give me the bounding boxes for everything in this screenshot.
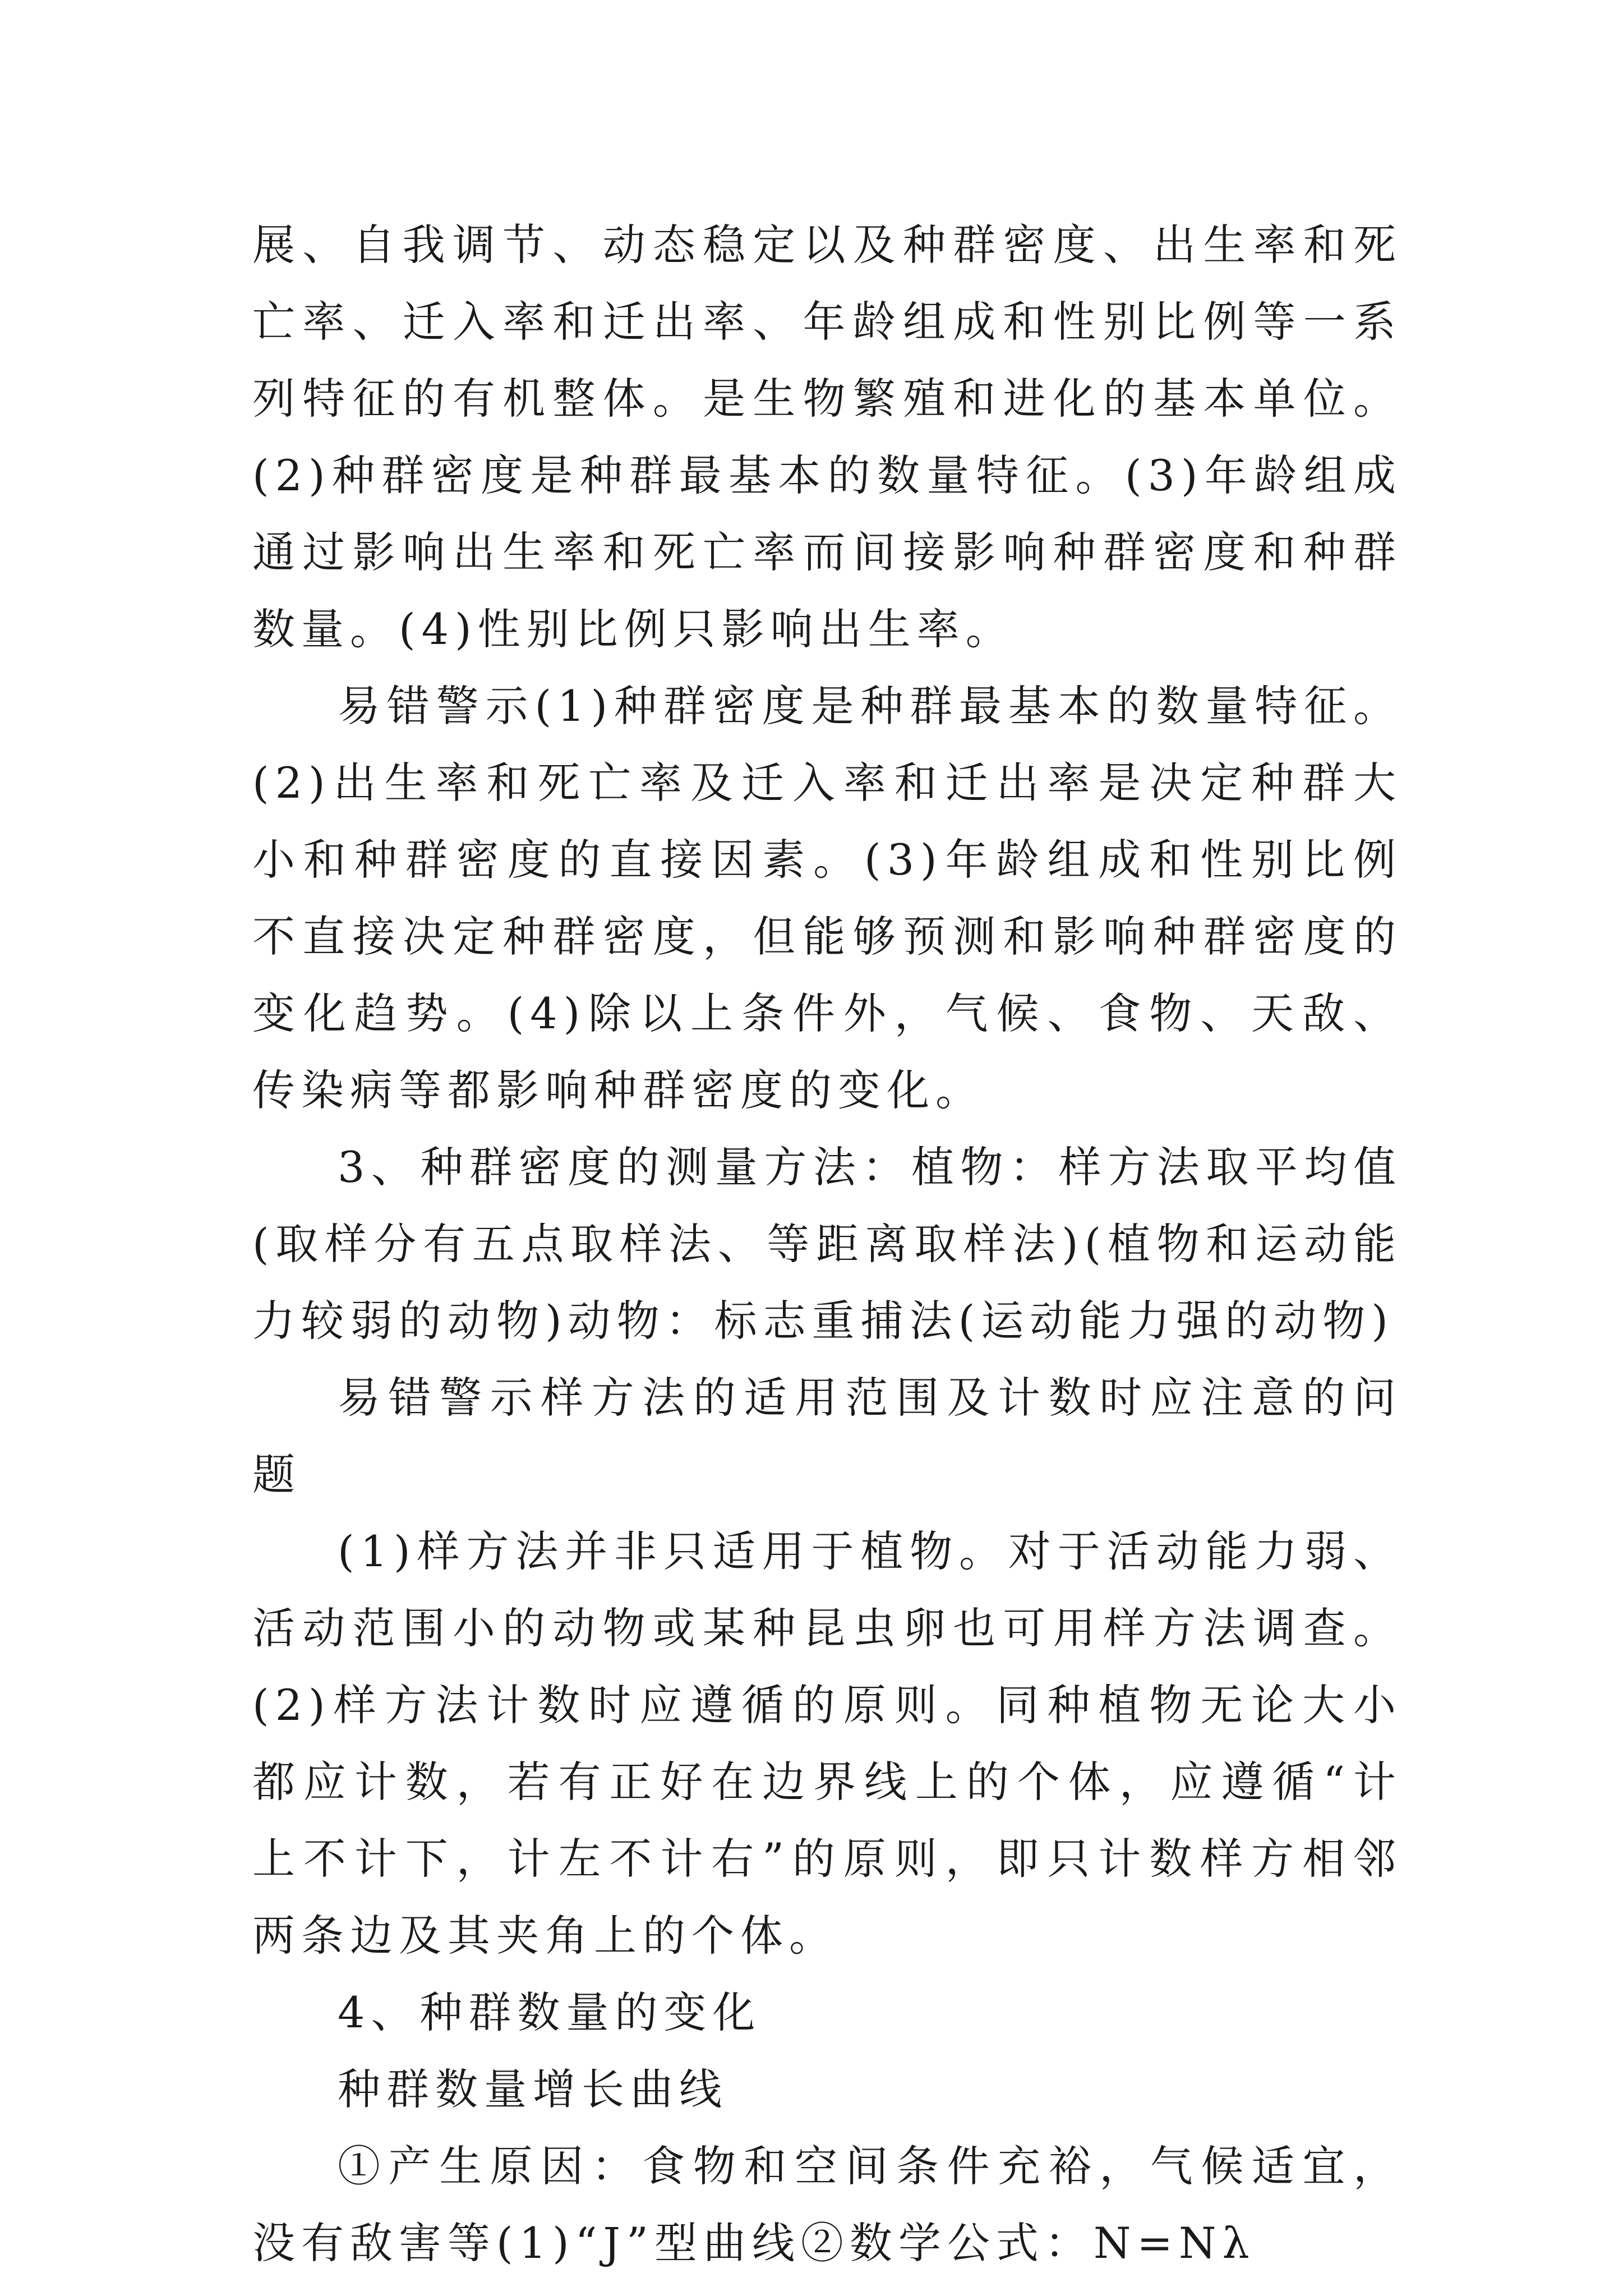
paragraph-population-characteristics: 展、自我调节、动态稳定以及种群密度、出生率和死亡率、迁入率和迁出率、年龄组成和性别比例等一系列特征的有机整体。是生物繁殖和进化的基本单位。(2)种群密度是种群最基本的数量特征。(3)年龄组成通过影响出生率和死亡率而间接影响种群密度和种群数量。(4)性别比例只影响出生率。 — [252, 220, 1402, 654]
paragraph-j-curve: ①产生原因：食物和空间条件充裕，气候适宜，没有敌害等(1)“J”型曲线②数学公式：N=Nλ — [252, 2141, 1402, 2268]
paragraph-error-warning-density: 易错警示(1)种群密度是种群最基本的数量特征。(2)出生率和死亡率及迁入率和迁出率是决定种群大小和种群密度的直接因素。(3)年龄组成和性别比例不直接决定种群密度，但能够预测和影响种群密度的变化趋势。(4)除以上条件外，气候、食物、天敌、传染病等都影响种群密度的变化。 — [252, 681, 1402, 1115]
heading-population-change: 4、种群数量的变化 — [338, 1987, 762, 2037]
heading-growth-curve: 种群数量增长曲线 — [338, 2064, 728, 2114]
paragraph-error-warning-quadrat: 易错警示样方法的适用范围及计数时应注意的问题 — [252, 1373, 1402, 1499]
paragraph-quadrat-rules: (1)样方法并非只适用于植物。对于活动能力弱、活动范围小的动物或某种昆虫卵也可用样方法调查。(2)样方法计数时应遵循的原则。同种植物无论大小都应计数，若有正好在边界线上的个体，应遵循“计上不计下，计左不计右”的原则，即只计数样方相邻两条边及其夹角上的个体。 — [252, 1526, 1402, 1961]
paragraph-density-measurement: 3、种群密度的测量方法：植物：样方法取平均值(取样分有五点取样法、等距离取样法)(植物和运动能力较弱的动物)动物：标志重捕法(运动能力强的动物) — [252, 1142, 1402, 1346]
document-body — [252, 206, 1402, 2281]
